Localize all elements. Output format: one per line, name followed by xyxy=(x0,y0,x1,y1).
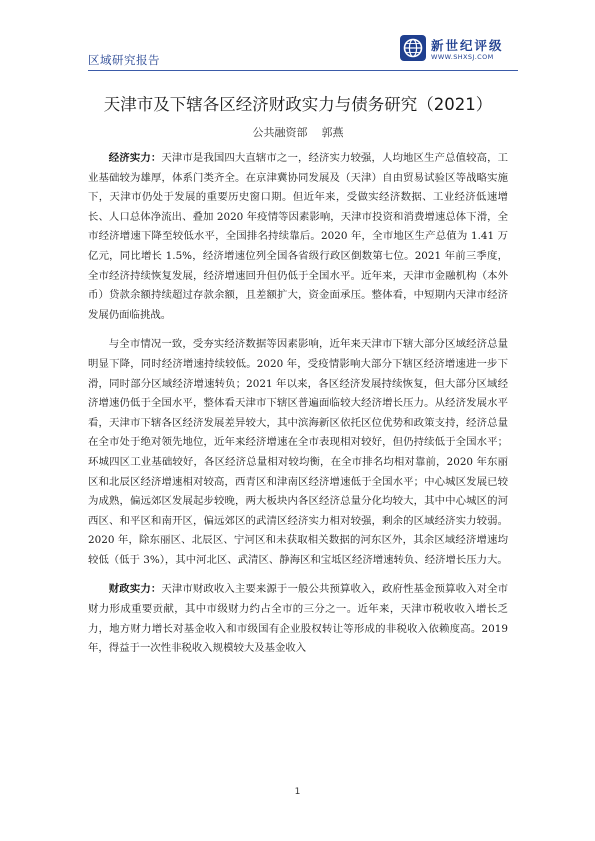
author-department: 公共融资部 xyxy=(252,126,308,139)
paragraph-lead: 财政实力： xyxy=(108,583,162,596)
paragraph-lead: 经济实力： xyxy=(108,152,162,164)
section-label: 区域研究报告 xyxy=(88,53,160,67)
paragraph-economic-strength xyxy=(88,149,508,325)
author-name: 郭燕 xyxy=(321,126,344,139)
report-body xyxy=(88,149,508,669)
page-number: 1 xyxy=(294,787,301,797)
page-header xyxy=(88,30,518,72)
report-title: 天津市及下辖各区经济财政实力与债务研究（2021） xyxy=(103,95,493,114)
paragraph-text: 与全市情况一致，受夯实经济数据等因素影响，近年来天津市下辖大部分区域经济总量明显下降，同时经济增速持续较低。2020 年，受疫情影响大部分下辖区经济增速进一步下滑，同时部分区域经济增速转负；2021 年以来，各区经济发展持续恢复，但大部分区域经济增速仍低于全国水平，整体看天津市下辖区普遍面临较大经济增长压力。从经济发展水平看，天津市下辖各区经济发展差异较大，其中滨海新区依托区位优势和政策支持，经济总量在全市处于绝对领先地位，近年来经济增速在全市表现相对较好，但仍持续低于全国水平；环城四区工业基础较好，各区经济总量相对较均衡，在全市排名均相对靠前，2020 年东丽区和北辰区经济增速相对较高，西青区和津南区经济增速低于全国水平；中心城区发展已较为成熟，偏远郊区发展起步较晚，两大板块内各区经济总量分化均较大，其中中心城区的河西区、和平区和南开区，偏远郊区的武清区经济实力相对较强，剩余的区域经济实力较弱。2020 年，除东丽区、北辰区、宁河区和未获取相关数据的河东区外，其余区域经济增速均较低（低于 3%），其中河北区、武清区、静海区和宝坻区经济增速转负、经济增长压力大。 xyxy=(88,338,508,566)
paragraph-district-economy xyxy=(88,335,508,570)
author-line xyxy=(88,124,508,140)
logo-url: WWW.SHXSJ.COM xyxy=(431,53,494,61)
logo-name: 新世纪评级 xyxy=(431,38,504,53)
globe-emblem-icon xyxy=(400,35,426,61)
header-divider xyxy=(88,70,518,71)
paragraph-fiscal-strength xyxy=(88,580,508,658)
paragraph-text: 天津市财政收入主要来源于一般公共预算收入，政府性基金预算收入对全市财力形成重要贡献，其中市级财力约占全市的三分之一。近年来，天津市税收收入增长乏力，地方财力增长对基金收入和市级国有企业股权转让等形成的非税收入依赖度高。2019 年，得益于一次性非税收入规模较大及基金收入 xyxy=(88,583,509,655)
paragraph-text: 天津市是我国四大直辖市之一，经济实力较强，人均地区生产总值较高，工业基础较为雄厚，体系门类齐全。在京津冀协同发展及（天津）自由贸易试验区等战略实施下，天津市仍处于发展的重要历史窗口期。但近年来，受做实经济数据、工业经济低速增长、人口总体净流出、叠加 2020 年疫情等因素影响，天津市投资和消费增速总体下滑，全市经济增速下降至较低水平，全国排名持续靠后。2020 年，全市地区生产总值为 1.41 万亿元，同比增长 1.5%，经济增速位列全国各省级行政区倒数第七位。2021 年前三季度，全市经济持续恢复发展，经济增速回升但仍低于全国水平。近年来，天津市金融机构（本外币）贷款余额持续超过存款余额，且差额扩大，资金面承压。整体看，中短期内天津市经济发展仍面临挑战。 xyxy=(88,152,509,321)
company-logo xyxy=(400,32,518,66)
